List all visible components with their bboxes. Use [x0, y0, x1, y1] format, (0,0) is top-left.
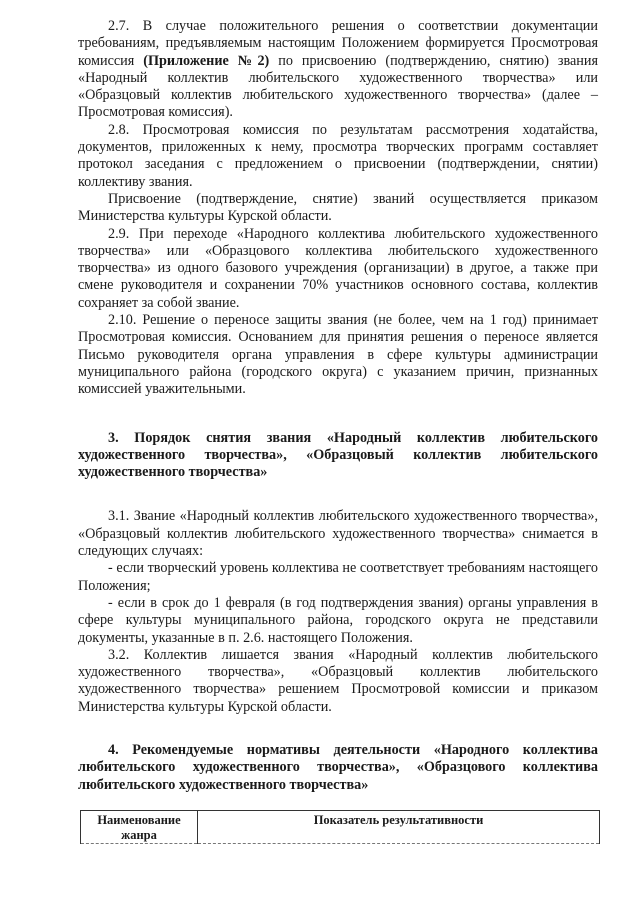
norms-table — [80, 810, 600, 844]
paragraph-award-order: Присвоение (подтверждение, снятие) званий осуществляется приказом Министерства культуры Курской области. — [78, 190, 598, 225]
paragraph-2-10: 2.10. Решение о переносе защиты звания (не более, чем на 1 год) принимает Просмотровая комиссия. Основанием для принятия решения о переносе является Письмо руководителя органа управления в сфере культуры администрации муниципального района (городского округа) с указанием причин, признанных комиссией уважительными. — [78, 312, 598, 398]
bullet-item-2: - если в срок до 1 февраля (в год подтверждения звания) органы управления в сфере культуры муниципального района, городского округа не представили документы, указанные в п. 2.6. настоящего Положения. — [78, 594, 598, 646]
paragraph-2-7-text-after: по присвоению (подтверждению, снятию) звания «Народный коллектив любительского художественного творчества» или «Образцовый коллектив любительского художественного творчества» (далее – Просмотровая комиссия). — [78, 52, 598, 121]
table-header-row — [81, 810, 600, 843]
section-3-heading: 3. Порядок снятия звания «Народный коллектив любительского художественного творчества», «Образцовый коллектив любительского художественного творчества» — [78, 429, 598, 481]
bullet-item-1: - если творческий уровень коллектива не соответствует требованиям настоящего Положения; — [78, 560, 598, 594]
appendix-2-reference: (Приложение №2) — [143, 52, 270, 69]
paragraph-2-7-text-before: 2.7. В случае положительного решения о соответствии документации требованиям, предъявляемым настоящим Положением формируется Просмотровая комиссия — [78, 18, 598, 69]
table-header-genre: Наименование жанра — [81, 810, 198, 843]
paragraph-3-1: 3.1. Звание «Народный коллектив любительского художественного творчества», «Образцовый коллектив любительского художественного творчества» снимается в следующих случаях: — [78, 508, 598, 560]
paragraph-2-9: 2.9. При переходе «Народного коллектива любительского художественного творчества» или «Образцового коллектива любительского художественного творчества» из одного базового учреждения (организации) в другое, а также при смене руководителя и сохранении 70% участников основного состава, коллектив сохраняет за собой звание. — [78, 225, 598, 311]
paragraph-2-7 — [78, 18, 598, 122]
table-header-performance: Показатель результативности — [198, 810, 600, 843]
section-4-heading: 4. Рекомендуемые нормативы деятельности «Народного коллектива любительского художественного творчества», «Образцового коллектива любительского художественного творчества» — [78, 741, 598, 793]
paragraph-3-2: 3.2. Коллектив лишается звания «Народный коллектив любительского художественного творчества», «Образцовый коллектив любительского художественного творчества» решением Просмотровой комиссии и приказом Министерства культуры Курской области. — [78, 646, 598, 715]
paragraph-2-8: 2.8. Просмотровая комиссия по результатам рассмотрения ходатайства, документов, приложенных к нему, просмотра творческих программ составляет протокол заседания с предложением о присвоении (подтверждении, снятии) коллективу звания. — [78, 121, 598, 190]
document-page — [78, 18, 598, 844]
